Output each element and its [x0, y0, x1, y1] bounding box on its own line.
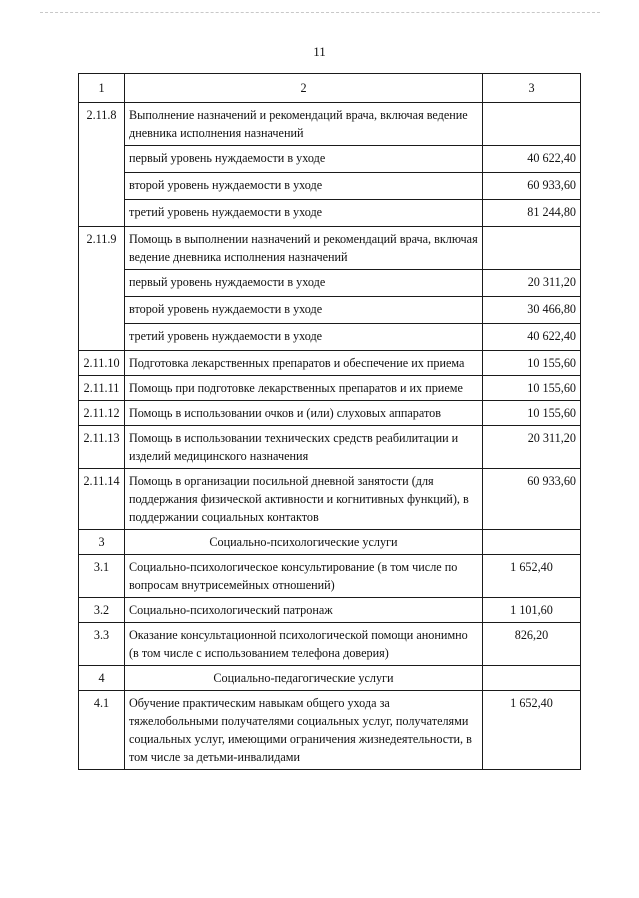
table-row — [79, 623, 581, 666]
service-code: 3.2 — [79, 598, 125, 623]
service-price — [483, 227, 581, 270]
service-price — [483, 530, 581, 555]
service-code: 3.1 — [79, 555, 125, 598]
care-level-label: третий уровень нуждаемости в уходе — [125, 324, 483, 351]
care-level-label: третий уровень нуждаемости в уходе — [125, 200, 483, 227]
service-price: 40 622,40 — [483, 146, 581, 173]
service-code: 2.11.10 — [79, 351, 125, 376]
table-row — [79, 426, 581, 469]
service-code: 2.11.12 — [79, 401, 125, 426]
care-level-label: первый уровень нуждаемости в уходе — [125, 146, 483, 173]
service-price — [483, 666, 581, 691]
table-row — [79, 351, 581, 376]
column-header: 3 — [483, 74, 581, 103]
table-row — [79, 146, 581, 173]
service-code: 2.11.9 — [79, 227, 125, 351]
section-title: Социально-педагогические услуги — [125, 666, 483, 691]
service-price: 10 155,60 — [483, 401, 581, 426]
service-code: 2.11.11 — [79, 376, 125, 401]
table-row — [79, 555, 581, 598]
service-name: Помощь в использовании технических средств реабилитации и изделий медицинского назначения — [125, 426, 483, 469]
page-number: 11 — [313, 44, 326, 59]
table-row — [79, 598, 581, 623]
tariff-table — [78, 73, 581, 770]
care-level-label: второй уровень нуждаемости в уходе — [125, 173, 483, 200]
section-title: Социально-психологические услуги — [125, 530, 483, 555]
service-price: 1 652,40 — [483, 555, 581, 598]
service-code: 2.11.14 — [79, 469, 125, 530]
table-row — [79, 173, 581, 200]
service-code: 2.11.13 — [79, 426, 125, 469]
service-name: Обучение практическим навыкам общего ухода за тяжелобольными получателями социальных услуг, получателями социальных услуг, имеющими ограничения жизнедеятельности, в том числе за детьми-инвалидами — [125, 691, 483, 770]
service-price: 40 622,40 — [483, 324, 581, 351]
service-name: Помощь при подготовке лекарственных препаратов и их приеме — [125, 376, 483, 401]
service-code: 2.11.8 — [79, 103, 125, 227]
table-row — [79, 691, 581, 770]
service-price: 10 155,60 — [483, 351, 581, 376]
service-price: 20 311,20 — [483, 270, 581, 297]
scan-edge-line — [40, 12, 600, 13]
service-price: 826,20 — [483, 623, 581, 666]
table-row — [79, 227, 581, 270]
column-header: 2 — [125, 74, 483, 103]
table-row — [79, 401, 581, 426]
service-price — [483, 103, 581, 146]
column-header: 1 — [79, 74, 125, 103]
service-code: 3.3 — [79, 623, 125, 666]
service-name: Выполнение назначений и рекомендаций врача, включая ведение дневника исполнения назначений — [125, 103, 483, 146]
service-name: Оказание консультационной психологической помощи анонимно (в том числе с использованием телефона доверия) — [125, 623, 483, 666]
table-row — [79, 200, 581, 227]
service-price: 1 101,60 — [483, 598, 581, 623]
table-row — [79, 469, 581, 530]
table-row — [79, 376, 581, 401]
section-code: 3 — [79, 530, 125, 555]
service-price: 10 155,60 — [483, 376, 581, 401]
service-name: Социально-психологическое консультирование (в том числе по вопросам внутрисемейных отношений) — [125, 555, 483, 598]
service-price: 81 244,80 — [483, 200, 581, 227]
table-row — [79, 270, 581, 297]
service-name: Подготовка лекарственных препаратов и обеспечение их приема — [125, 351, 483, 376]
service-name: Помощь в выполнении назначений и рекомендаций врача, включая ведение дневника исполнения назначений — [125, 227, 483, 270]
table-row — [79, 297, 581, 324]
service-name: Социально-психологический патронаж — [125, 598, 483, 623]
table-row — [79, 324, 581, 351]
service-price: 30 466,80 — [483, 297, 581, 324]
service-code: 4.1 — [79, 691, 125, 770]
section-row — [79, 666, 581, 691]
service-price: 60 933,60 — [483, 469, 581, 530]
table-header-row — [79, 74, 581, 103]
service-name: Помощь в организации посильной дневной занятости (для поддержания физической активности и когнитивных функций), в поддержании социальных контактов — [125, 469, 483, 530]
care-level-label: второй уровень нуждаемости в уходе — [125, 297, 483, 324]
service-name: Помощь в использовании очков и (или) слуховых аппаратов — [125, 401, 483, 426]
service-price: 20 311,20 — [483, 426, 581, 469]
table-row — [79, 103, 581, 146]
service-price: 60 933,60 — [483, 173, 581, 200]
care-level-label: первый уровень нуждаемости в уходе — [125, 270, 483, 297]
section-row — [79, 530, 581, 555]
service-price: 1 652,40 — [483, 691, 581, 770]
section-code: 4 — [79, 666, 125, 691]
